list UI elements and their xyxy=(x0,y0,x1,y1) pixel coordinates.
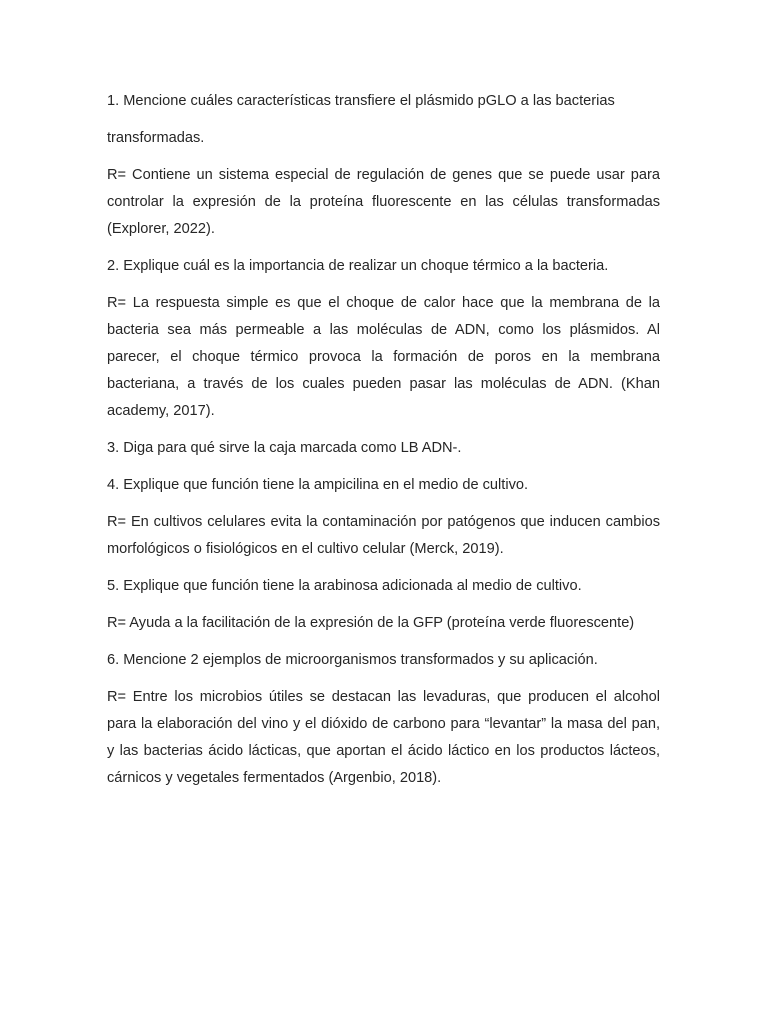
question-1-line-2: transformadas. xyxy=(107,130,205,146)
answer-4: R= En cultivos celulares evita la contaminación por patógenos que inducen cambios morfológicos o fisiológicos en el cultivo celular (Merck, 2019). xyxy=(107,514,660,557)
answer-5: R= Ayuda a la facilitación de la expresión de la GFP (proteína verde fluorescente) xyxy=(107,615,635,631)
question-4: 4. Explique que función tiene la ampicilina en el medio de cultivo. xyxy=(107,477,529,493)
question-6: 6. Mencione 2 ejemplos de microorganismos transformados y su aplicación. xyxy=(107,652,598,668)
answer-1: R= Contiene un sistema especial de regulación de genes que se puede usar para controlar la expresión de la proteína fluorescente en las células transformadas (Explorer, 2022). xyxy=(107,167,660,237)
question-3: 3. Diga para qué sirve la caja marcada como LB ADN-. xyxy=(107,440,462,456)
answer-2: R= La respuesta simple es que el choque de calor hace que la membrana de la bacteria sea más permeable a las moléculas de ADN, como los plásmidos. Al parecer, el choque térmico provoca la formación de poros en la membrana bacteriana, a través de los cuales pueden pasar las moléculas de ADN. (Khan academy, 2017). xyxy=(107,295,660,419)
question-5: 5. Explique que función tiene la arabinosa adicionada al medio de cultivo. xyxy=(107,578,582,594)
document-page xyxy=(107,88,660,802)
question-1-line-1: 1. Mencione cuáles características transfiere el plásmido pGLO a las bacterias xyxy=(107,93,615,109)
answer-6: R= Entre los microbios útiles se destacan las levaduras, que producen el alcohol para la elaboración del vino y el dióxido de carbono para “levantar” la masa del pan, y las bacterias ácido lácticas, que aportan el ácido láctico en los productos lácteos, cárnicos y vegetales fermentados (Argenbio, 2018). xyxy=(107,689,660,786)
question-2: 2. Explique cuál es la importancia de realizar un choque térmico a la bacteria. xyxy=(107,258,609,274)
